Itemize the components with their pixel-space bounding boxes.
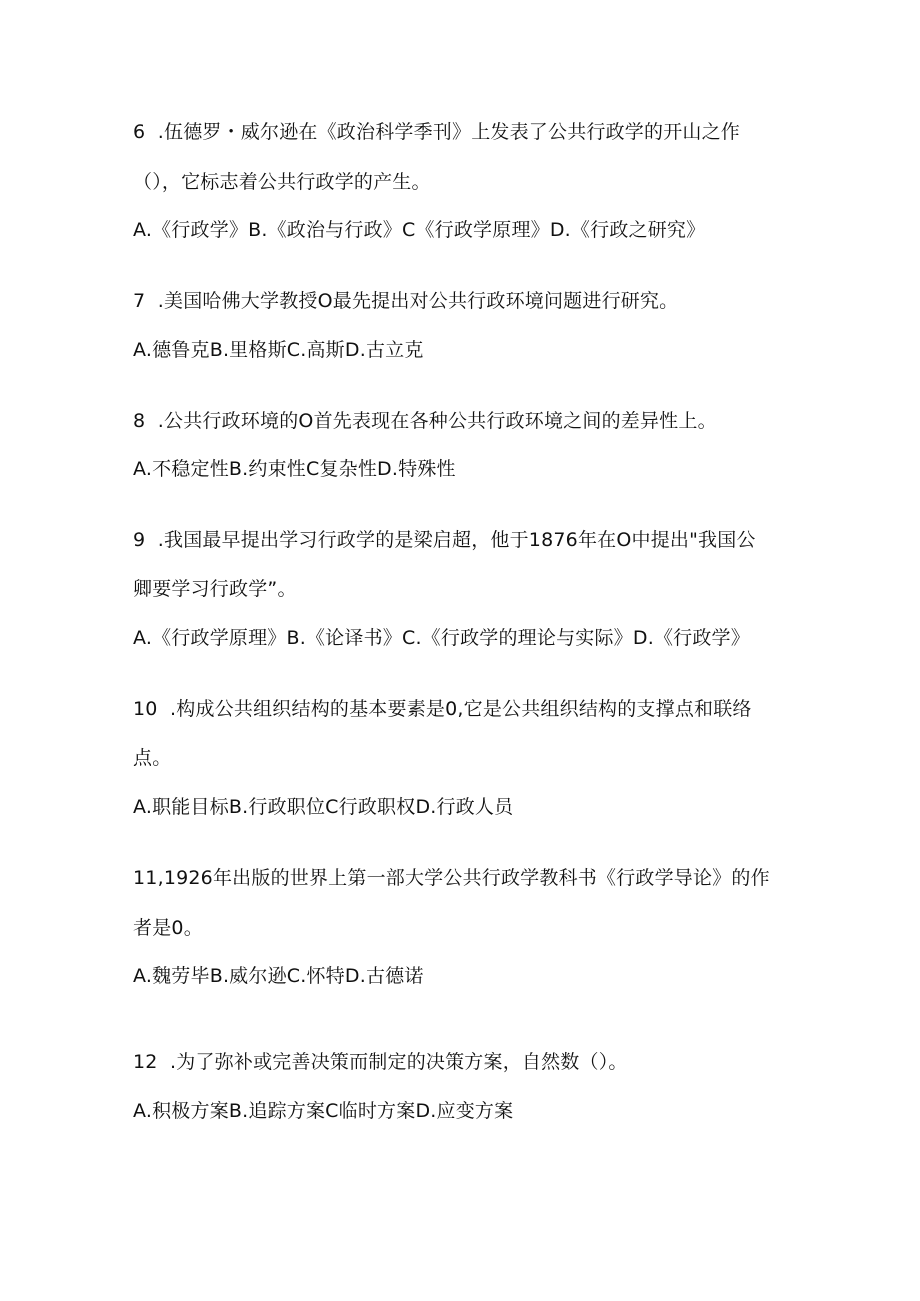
- question-8-options: A.不稳定性B.约束性C复杂性D.特殊性: [133, 458, 456, 480]
- question-7-line-1: 7 .美国哈佛大学教授O最先提出对公共行政环境问题进行研究。: [133, 290, 679, 312]
- question-9-line-1: 9 .我国最早提出学习行政学的是梁启超，他于1876年在O中提出"我国公: [133, 529, 756, 551]
- question-11-line-2: 者是0。: [133, 917, 203, 939]
- question-12-line-1: 12 .为了弥补或完善决策而制定的决策方案，自然数（）。: [133, 1051, 628, 1073]
- question-9-line-2: 卿要学习行政学”。: [133, 578, 297, 600]
- question-10-line-1: 10 .构成公共组织结构的基本要素是0,它是公共组织结构的支撑点和联络: [133, 698, 752, 720]
- question-10-line-2: 点。: [133, 747, 172, 769]
- question-6-line-1: 6 .伍德罗・威尔逊在《政治科学季刊》上发表了公共行政学的开山之作: [133, 121, 741, 143]
- question-8-line-1: 8 .公共行政环境的O首先表现在各种公共行政环境之间的差异性上。: [133, 410, 717, 432]
- question-6-options: A.《行政学》B.《政治与行政》C《行政学原理》D.《行政之研究》: [133, 219, 706, 241]
- question-12-options: A.积极方案B.追踪方案C临时方案D.应变方案: [133, 1100, 514, 1122]
- question-11-options: A.魏劳毕B.威尔逊C.怀特D.古德诺: [133, 965, 424, 987]
- question-10-options: A.职能目标B.行政职位C行政职权D.行政人员: [133, 796, 514, 818]
- question-11-line-1: 11,1926年出版的世界上第一部大学公共行政学教科书《行政学导论》的作: [133, 867, 770, 889]
- question-7-options: A.德鲁克B.里格斯C.高斯D.古立克: [133, 339, 424, 361]
- question-9-options: A.《行政学原理》B.《论译书》C.《行政学的理论与实际》D.《行政学》: [133, 627, 750, 649]
- question-6-line-2: （），它标志着公共行政学的产生。: [133, 171, 431, 193]
